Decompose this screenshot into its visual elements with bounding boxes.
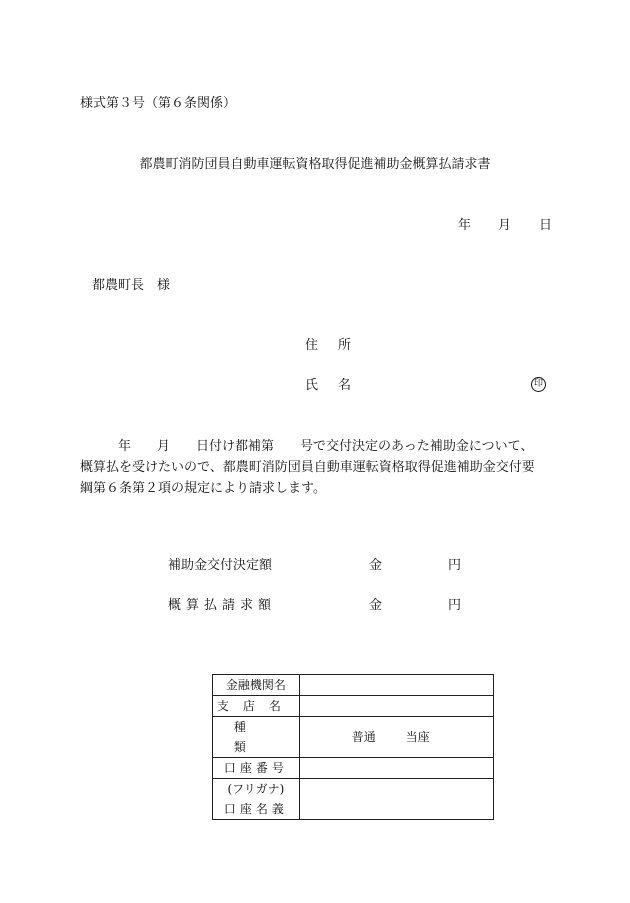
account-name-field[interactable] [299,779,493,820]
grant-amount-label: 補助金交付決定額 [168,558,273,573]
institution-label: 金融機関名 [213,675,300,696]
form-number: 様式第３号（第６条関係） [80,96,237,111]
bank-account-table [212,674,494,820]
type-option-savings[interactable]: 普通 [351,730,376,744]
paragraph-line-2: 概算払を受けたいので、都農町消防団員自動車運転資格取得促進補助金交付要 [80,460,535,475]
advance-payment-label: 概算払請求額 [168,598,277,613]
branch-label: 支店名 [213,696,300,717]
payment-yen-label: 円 [448,598,462,613]
request-paragraph [80,436,560,499]
account-name-label-cell [213,779,300,820]
paragraph-line-3: 綱第６条第２項の規定により請求します。 [80,481,326,496]
branch-field[interactable] [299,696,493,717]
address-label: 住所 [305,338,372,353]
paragraph-line-1: 年 月 日付け都補第 号で交付決定のあった補助金について、 [118,439,534,454]
account-type-label: 種類 [213,717,300,758]
seal-icon: 印 [531,377,546,392]
date-month-label: 月 [498,218,512,233]
table-row [213,779,494,820]
account-number-field[interactable] [299,758,493,779]
addressee: 都農町長 様 [92,278,171,293]
date-year-label: 年 [458,218,472,233]
grant-yen-label: 円 [448,558,462,573]
account-number-label: 口座番号 [213,758,300,779]
date-day-label: 日 [539,218,553,233]
table-row [213,675,494,696]
table-row [213,758,494,779]
account-name-label: 口座名義 [223,802,288,816]
table-row [213,696,494,717]
payment-kin-label: 金 [369,598,383,613]
type-option-checking[interactable]: 当座 [405,730,430,744]
grant-kin-label: 金 [369,558,383,573]
institution-field[interactable] [299,675,493,696]
name-label: 氏名 [305,378,372,393]
table-row [213,717,494,758]
furigana-label: (フリガナ) [227,782,285,796]
account-type-field[interactable] [299,717,493,758]
document-title: 都農町消防団員自動車運転資格取得促進補助金概算払請求書 [139,157,491,172]
